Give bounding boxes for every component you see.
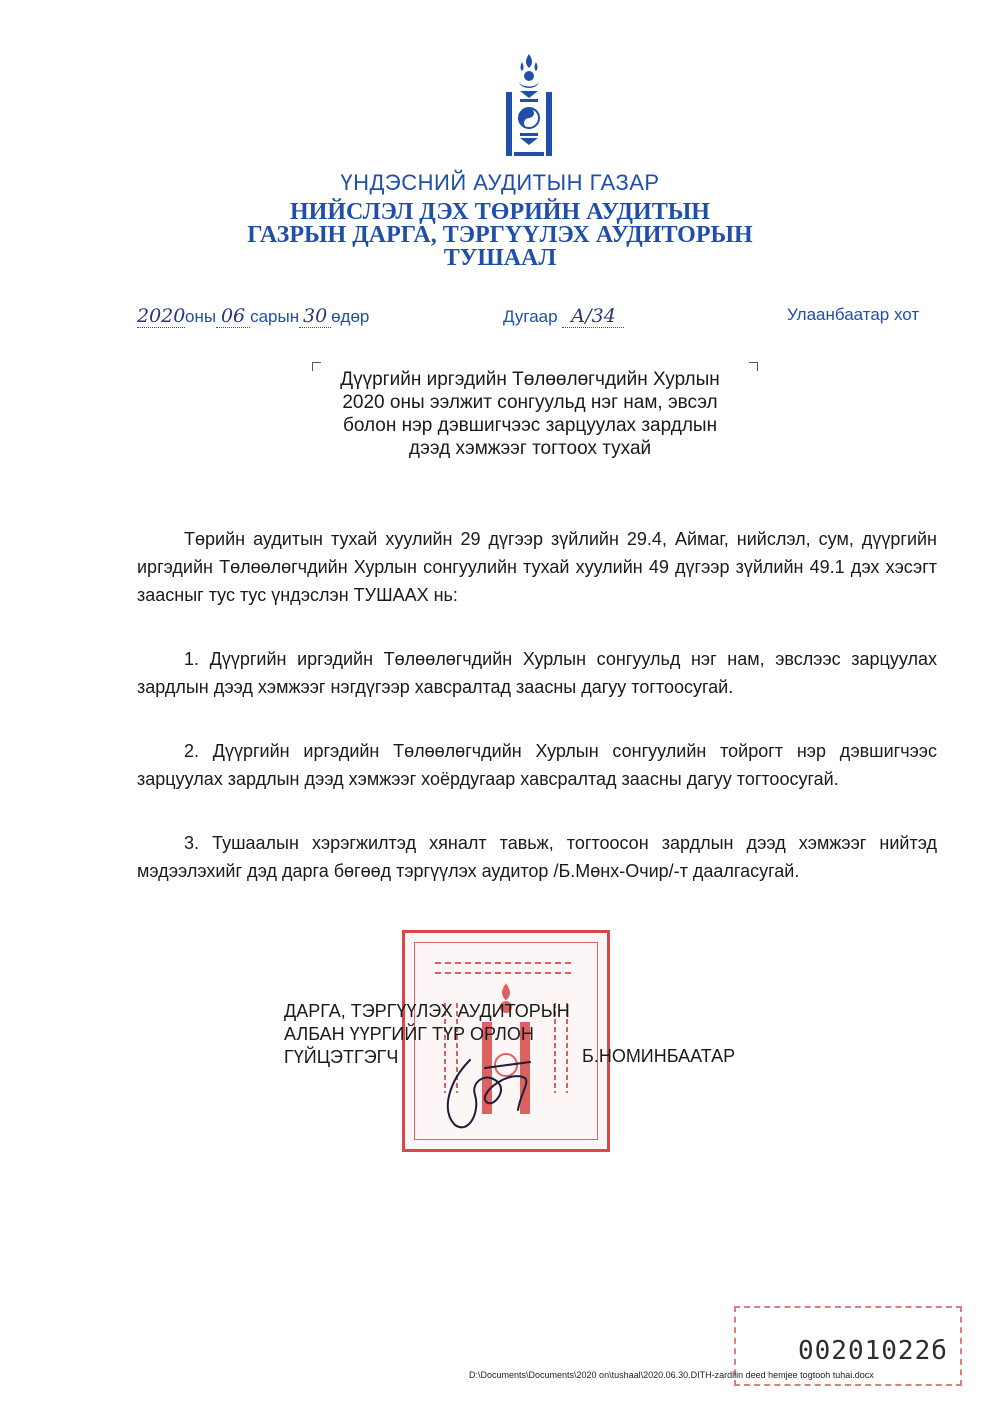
date-month-suffix: сарын — [250, 307, 300, 326]
signatory-name: Б.НОМИНБААТАР — [582, 1046, 736, 1066]
subject-line: болон нэр дэвшигчээс зарцуулах зардлын — [342, 415, 718, 436]
number-label: Дугаар — [503, 307, 558, 326]
signatory-title-line: АЛБАН ҮҮРГИЙГ ТҮР ОРЛОН — [284, 1024, 534, 1044]
document-type: ТУШААЛ — [443, 245, 557, 271]
document-subject — [300, 368, 760, 460]
order-item-1: 1. Дүүргийн иргэдийн Төлөөлөгчдийн Хурлын сонгуульд нэг нам, эвслээс зарцуулах зардлын дээд хэмжээг нэгдүгээр хавсралтад заасны дагуу тогтоосугай. — [137, 649, 937, 697]
subject-line: Дүүргийн иргэдийн Төлөөлөгчдийн Хурлын — [340, 369, 720, 390]
document-city: Улаанбаатар хот — [787, 305, 920, 324]
serial-number: 00201022б — [798, 1336, 948, 1366]
number-value: А/34 — [562, 305, 624, 328]
date-day-suffix: өдөр — [331, 307, 370, 326]
signatory-title-line: ГҮЙЦЭТГЭГЧ — [284, 1047, 399, 1067]
date-year-suffix: оны — [185, 307, 217, 326]
date-year: 2020 — [137, 305, 186, 327]
document-title-line1: НИЙСЛЭЛ ДЭХ ТӨРИЙН АУДИТЫН — [290, 199, 710, 225]
document-title-line2: ГАЗРЫН ДАРГА, ТЭРГҮҮЛЭХ АУДИТОРЫН — [247, 222, 753, 248]
organization-name: ҮНДЭСНИЙ АУДИТЫН ГАЗАР — [340, 170, 660, 195]
signatory-title-line: ДАРГА, ТЭРГҮҮЛЭХ АУДИТОРЫН — [284, 1001, 570, 1021]
handwritten-signature-icon — [430, 1040, 550, 1140]
subject-line: дээд хэмжээг тогтоох тухай — [408, 438, 652, 459]
date-month: 06 — [216, 305, 250, 328]
order-item-3: 3. Тушаалын хэрэгжилтэд хяналт тавьж, тогтоосон зардлын дээд хэмжээг нийтэд мэдээлэхийг дэд дарга бөгөөд тэргүүлэх аудитор /Б.Мөнх-Очир/-т даалгасугай. — [137, 833, 937, 881]
subject-line: 2020 оны ээлжит сонгуульд нэг нам, эвсэл — [342, 392, 718, 413]
order-item-2: 2. Дүүргийн иргэдийн Төлөөлөгчдийн Хурлын сонгуулийн тойрогт нэр дэвшигчээс зарцуулах зардлын дээд хэмжээг хоёрдугаар хавсралтад заасны дагуу тогтоосугай. — [137, 741, 937, 789]
preamble-paragraph: Төрийн аудитын тухай хуулийн 29 дүгээр зүйлийн 29.4, Аймаг, нийслэл, сум, дүүргийн иргэдийн Төлөөлөгчдийн Хурлын сонгуулийн тухай хуулийн 49 дүгээр зүйлийн 49.1 дэх хэсэгт заасныг тус тус үндэслэн ТУШААХ нь: — [137, 529, 937, 605]
document-number — [503, 305, 624, 328]
soyombo-emblem-icon — [500, 52, 558, 158]
file-path: D:\Documents\Documents\2020 on\tushaal\2020.06.30.DITH-zardliin deed hemjee togtooh tuhai.docx — [469, 1370, 874, 1380]
date-day: 30 — [299, 305, 331, 328]
document-date — [137, 305, 369, 328]
